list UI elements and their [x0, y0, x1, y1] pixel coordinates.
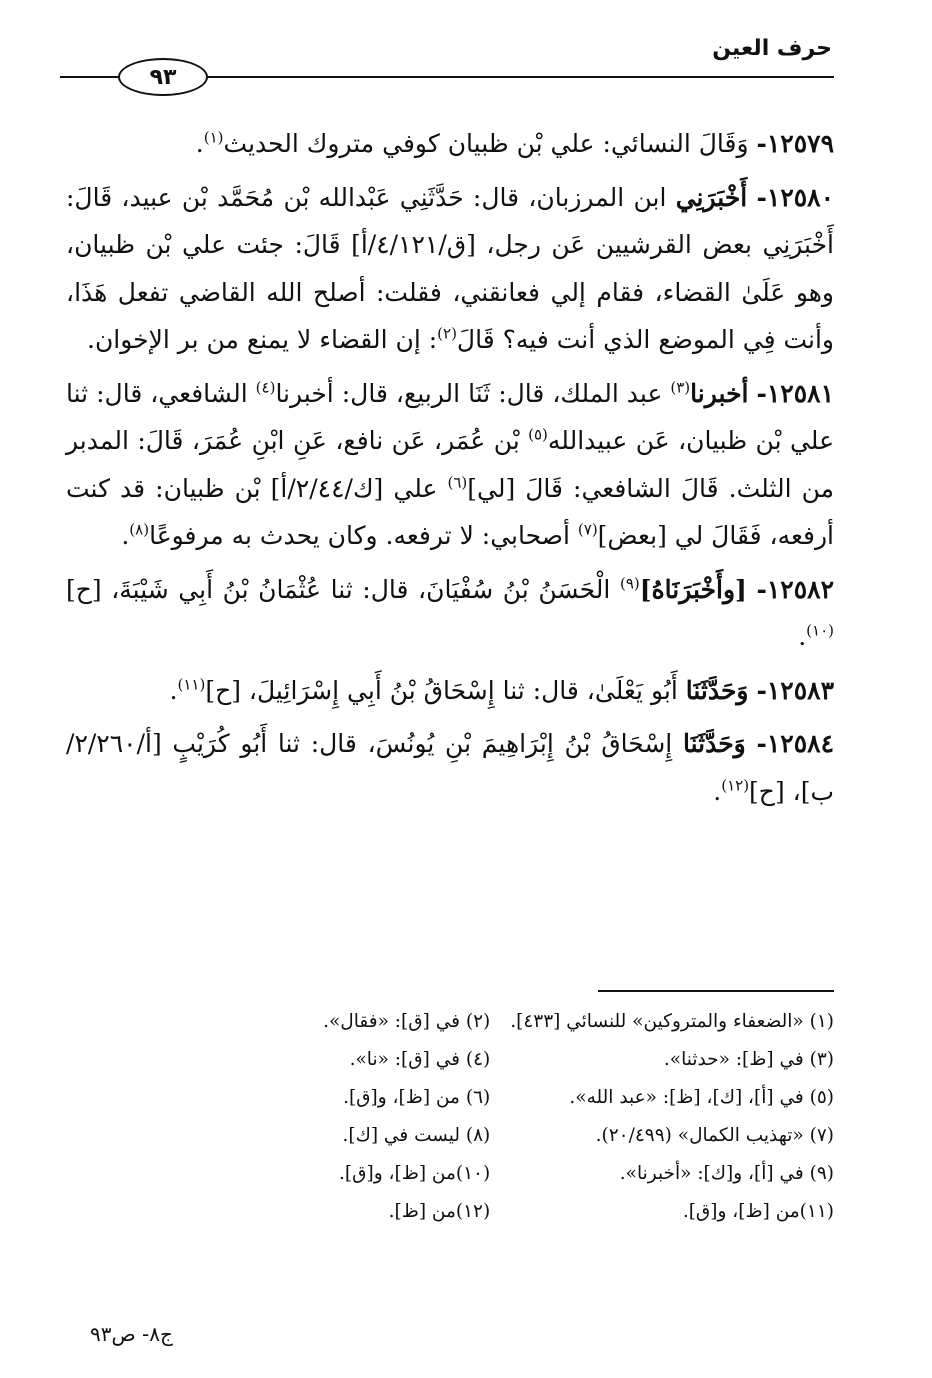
running-head: حرف العين	[712, 36, 832, 61]
entry-text: أَبُو يَعْلَىٰ، قال: ثنا إِسْحَاقُ بْنُ أَبِي إِسْرَائِيلَ، [ح]	[205, 675, 678, 705]
footnote-ref: (٥)	[528, 425, 548, 444]
entry-text: إِسْحَاقُ بْنُ إِبْرَاهِيمَ بْنِ يُونُسَ، قال: ثنا أَبُو كُرَيْبٍ [أ/٢/٢٦٠/ب]، [ح]	[66, 729, 834, 806]
entry-text: أصحابي: لا ترفعه. وكان يحدث به مرفوعًا	[149, 521, 570, 550]
entry-12583	[66, 667, 834, 715]
footnote-ref: (٢)	[437, 324, 457, 343]
footnote: (١) «الضعفاء والمتروكين» للنسائي [٤٣٣].	[510, 1011, 834, 1032]
entry-12582	[66, 566, 834, 661]
footnote-divider	[598, 990, 834, 992]
footnotes	[240, 1008, 834, 1226]
page-number-oval	[118, 58, 208, 96]
footnote: (٩) في [أ]، و[ك]: «أخبرنا».	[619, 1163, 834, 1184]
entry-number: ١٢٥٨٤-	[756, 729, 834, 758]
entry-12580	[66, 174, 834, 364]
entry-keyword: وَحَدَّثَنَا	[682, 729, 746, 758]
entry-text: عبد الملك، قال: ثَنَا الربيع، قال: أخبرنا	[275, 378, 663, 408]
entry-text: بْن عُمَر، عَن نافع، عَنِ ابْنِ عُمَرَ، قَالَ: المدبر من الثلث. قَالَ الشافعي: قَالَ [لي]	[66, 426, 834, 503]
footnote-ref: (٣)	[670, 378, 691, 397]
entry-text: ابن المرزبان، قال: حَدَّثَنِي عَبْدالله بْن مُحَمَّد بْن عبيد، قَالَ: أَخْبَرَنِي بعض القرشيين عَن رجل، [ق/٤/١٢١/أ] قَالَ: جئت علي بْن ظبيان، وهو عَلَىٰ القضاء، فقام إلي فعانقني، فقلت: أصلح الله القاضي تفعل هَذَا، وأنت فِي الموضع الذي أنت فيه؟ قَالَ	[66, 182, 834, 354]
footnote: (٣) في [ظ]: «حدثنا».	[663, 1049, 834, 1070]
footnote: (١٠)من [ظ]، و[ق].	[339, 1163, 491, 1184]
footnote-ref: (٩)	[619, 574, 640, 593]
entry-12584	[66, 720, 834, 815]
footnote: (٢) في [ق]: «فقال».	[323, 1011, 491, 1032]
entry-text: الشافعي، قال: ثنا علي بْن ظبيان، عَن عبيدالله	[66, 378, 834, 455]
footnote-ref: (١)	[203, 128, 224, 147]
entry-tail: .	[713, 776, 722, 806]
footnote: (٦) من [ظ]، و[ق].	[343, 1087, 491, 1108]
footnote-ref: (١١)	[177, 675, 206, 694]
entry-number: ١٢٥٨٠-	[756, 182, 835, 212]
footnote-ref: (٦)	[447, 473, 468, 492]
entry-tail: .	[169, 675, 178, 705]
entry-12579	[66, 120, 834, 168]
footnote: (٧) «تهذيب الكمال» (٢٠/٤٩٩).	[595, 1125, 834, 1146]
entry-text: وَقَالَ النسائي: علي بْن ظبيان كوفي متروك الحديث	[223, 129, 749, 158]
footnote: (٤) في [ق]: «نا».	[349, 1049, 491, 1070]
volume-page-footer: ج٨- ص٩٣	[90, 1322, 173, 1346]
entry-number: ١٢٥٧٩-	[756, 129, 834, 158]
entry-keyword: أخبرنا	[690, 378, 749, 408]
entry-text: علي [ك/٢/٤٤/أ] بْن ظبيان: قد كنت أرفعه، فَقَالَ لي [بعض]	[66, 473, 834, 550]
footnote-ref: (٨)	[129, 520, 150, 539]
entry-number: ١٢٥٨٢-	[756, 574, 834, 604]
entry-keyword: أَخْبَرَنِي	[675, 182, 748, 212]
entry-keyword: [وأَخْبَرَنَاهُ]	[639, 574, 747, 604]
entry-12581	[66, 370, 834, 560]
footnote-ref: (٤)	[255, 378, 276, 397]
footnote: (١١)من [ظ]، و[ق].	[682, 1201, 834, 1222]
footnote: (٥) في [أ]، [ك]، [ظ]: «عبد الله».	[569, 1087, 834, 1108]
entry-tail: .	[798, 622, 807, 651]
footnote-ref: (٧)	[577, 520, 598, 539]
entry-tail: .	[195, 129, 204, 158]
entry-number: ١٢٥٨١-	[756, 378, 835, 408]
footnote-ref: (١٢)	[721, 776, 750, 795]
footnote: (٨) ليست في [ك].	[342, 1125, 491, 1146]
entry-tail: .	[121, 521, 130, 550]
entry-number: ١٢٥٨٣-	[756, 675, 834, 705]
main-text	[66, 120, 834, 815]
entry-tail: : إن القضاء لا يمنع من بر الإخوان.	[87, 325, 438, 354]
page-number: ٩٣	[149, 64, 177, 90]
entry-keyword: وَحَدَّثَنَا	[685, 675, 749, 705]
footnote-ref: (١٠)	[806, 621, 834, 640]
entry-text: الْحَسَنُ بْنُ سُفْيَانَ، قال: ثنا عُثْمَانُ بْنُ أَبِي شَيْبَةَ، [ح]	[66, 574, 611, 604]
footnote: (١٢)من [ظ].	[388, 1201, 491, 1222]
